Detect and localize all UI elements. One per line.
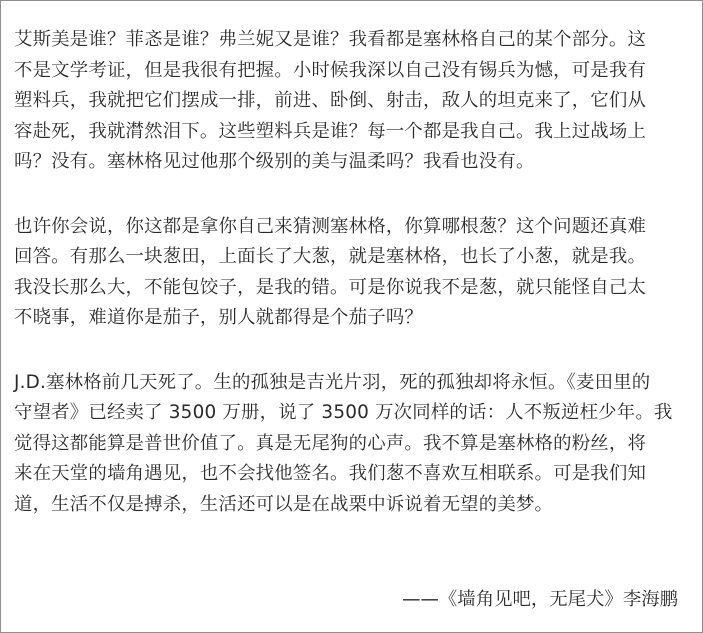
paragraph-3	[14, 368, 694, 521]
text-line: 觉得这都能算是普世价值了。真是无尾狗的心声。我不算是塞林格的粉丝，将	[14, 432, 647, 454]
text-line: 不晓事，难道你是茄子，别人就都得是个茄子吗？	[14, 307, 423, 328]
text-line: 来在天堂的墙角遇见，也不会找他签名。我们葱不喜欢互相联系。可是我们知	[14, 463, 647, 484]
text-line: 塑料兵，我就把它们摆成一排，前进、卧倒、射击，敌人的坦克来了，它们从	[14, 90, 647, 111]
article-body	[14, 25, 694, 520]
paragraph-spacer	[14, 334, 694, 368]
text-line: 守望者》已经卖了 3500 万册，说了 3500 万次同样的话：人不叛逆枉少年。我	[14, 402, 673, 423]
paragraph-2	[14, 212, 694, 334]
text-line: 吗？没有。塞林格见过他那个级别的美与温柔吗？我看也没有。	[14, 151, 535, 172]
text-line: 也许你会说，你这都是拿你自己来猜测塞林格，你算哪根葱？这个问题还真难	[14, 215, 647, 237]
paragraph-spacer	[14, 178, 694, 212]
text-line: 道，生活不仅是搏杀，生活还可以是在战栗中诉说着无望的美梦。	[14, 493, 554, 515]
text-line: J.D.塞林格前几天死了。生的孤独是吉光片羽，死的孤独却将永恒。《麦田里的	[14, 371, 651, 393]
text-line: 不是文学考证，但是我很有把握。小时候我深以自己没有锡兵为憾，可是我有	[14, 59, 647, 81]
text-line: 我没长那么大，不能包饺子，是我的错。可是你说我不是葱，就只能怪自己太	[14, 276, 647, 298]
paragraph-1	[14, 25, 694, 178]
author-signature: ——《墙角见吧，无尾犬》李海鹏	[402, 589, 678, 610]
text-line: 艾斯美是谁？菲忞是谁？弗兰妮又是谁？我看都是塞林格自己的某个部分。这	[14, 29, 647, 50]
text-line: 容赴死，我就潸然泪下。这些塑料兵是谁？每一个都是我自己。我上过战场上	[14, 120, 647, 142]
text-line: 回答。有那么一块葱田，上面长了大葱，就是塞林格，也长了小葱，就是我。	[14, 246, 647, 267]
